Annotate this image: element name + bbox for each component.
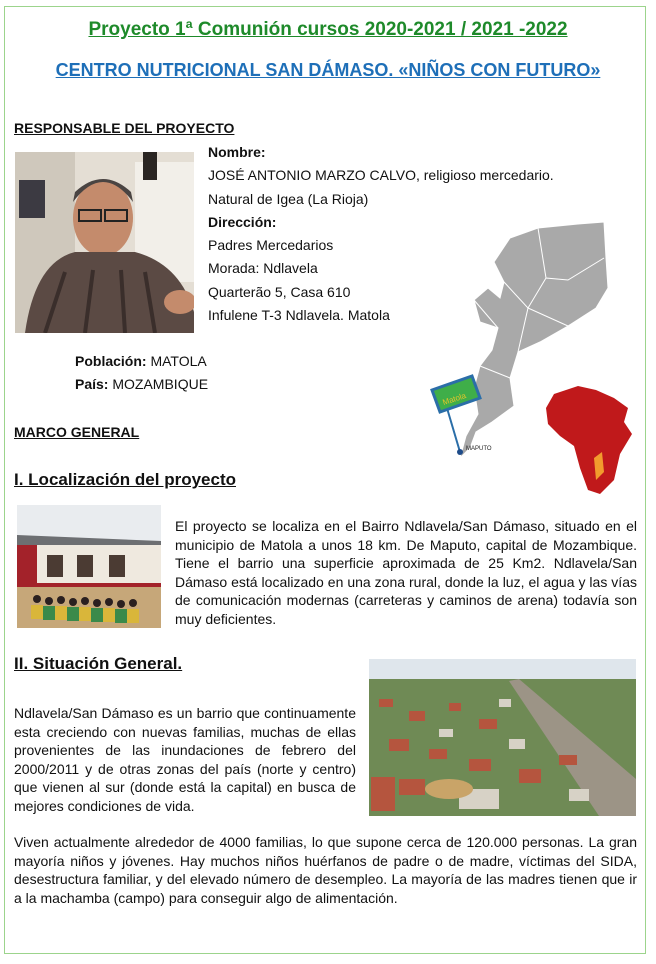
situacion-heading: II. Situación General. [14, 654, 183, 673]
situacion-text-1: Ndlavela/San Dámaso es un barrio que continuamente esta creciendo con nuevas familias, muchas de ellas provenientes de las inundaciones de febrero del 2000/2011 y de otras zonas del país (norte y centro) que vienen al sur (donde está la capital) en busca de mejores condiciones de vida. [14, 705, 356, 814]
localizacion-text: El proyecto se localiza en el Bairro Ndlavela/San Dámaso, situado en el municipio de Matola a unos 18 km. De Maputo, capital de Mozambique. Tiene el barrio una superficie aproximada de 25 Km2. Ndlavela/San Dámaso está localizado en una zona rural, donde la luz, el agua y las vías de comunicación modernas (carreteras y caminos de arena) todavía son muy deficientes. [175, 518, 637, 627]
direccion-line: Padres Mercedarios [208, 237, 334, 253]
responsable-photo [15, 152, 194, 333]
poblacion-label: Población: [75, 353, 147, 369]
school-photo [17, 505, 161, 628]
nombre-label: Nombre: [208, 144, 266, 160]
direccion-line: Morada: Ndlavela [208, 260, 318, 276]
direccion-line: Quarterão 5, Casa 610 [208, 284, 351, 300]
pais-label: País: [75, 376, 109, 392]
flag-label: Matola [441, 391, 468, 408]
pais-value: MOZAMBIQUE [112, 376, 209, 392]
poblacion-value: MATOLA [150, 353, 207, 369]
page-subtitle: CENTRO NUTRICIONAL SAN DÁMASO. «NIÑOS CON FUTURO» [55, 60, 601, 80]
direccion-line: Infulene T-3 Ndlavela. Matola [208, 307, 390, 323]
nombre-value: JOSÉ ANTONIO MARZO CALVO, religioso mercedario. [208, 167, 554, 183]
page-title: Proyecto 1ª Comunión cursos 2020-2021 / 2021 -2022 [88, 19, 568, 40]
natural-value: Natural de Igea (La Rioja) [208, 191, 369, 207]
pais-row [75, 376, 208, 392]
situacion-text-2: Viven actualmente alrededor de 4000 familias, lo que supone cerca de 120.000 personas. La gran mayoría niños y jóvenes. Hay muchos niños huérfanos de padre o de madre, víctimas del SIDA, desestructura familiar, y del elevado número de desempleo. La mayoría de las madres tienen que ir a la machamba (campo) para conseguir algo de alimentación. [14, 834, 637, 906]
responsable-heading: RESPONSABLE DEL PROYECTO [14, 120, 235, 136]
city-label: MAPUTO [466, 446, 492, 452]
marco-heading: MARCO GENERAL [14, 424, 140, 440]
direccion-label: Dirección: [208, 214, 277, 230]
aerial-photo [369, 659, 636, 816]
africa-shape [546, 386, 632, 494]
localizacion-heading: I. Localización del proyecto [14, 470, 236, 489]
mozambique-map [418, 218, 640, 496]
poblacion-row [75, 353, 207, 369]
